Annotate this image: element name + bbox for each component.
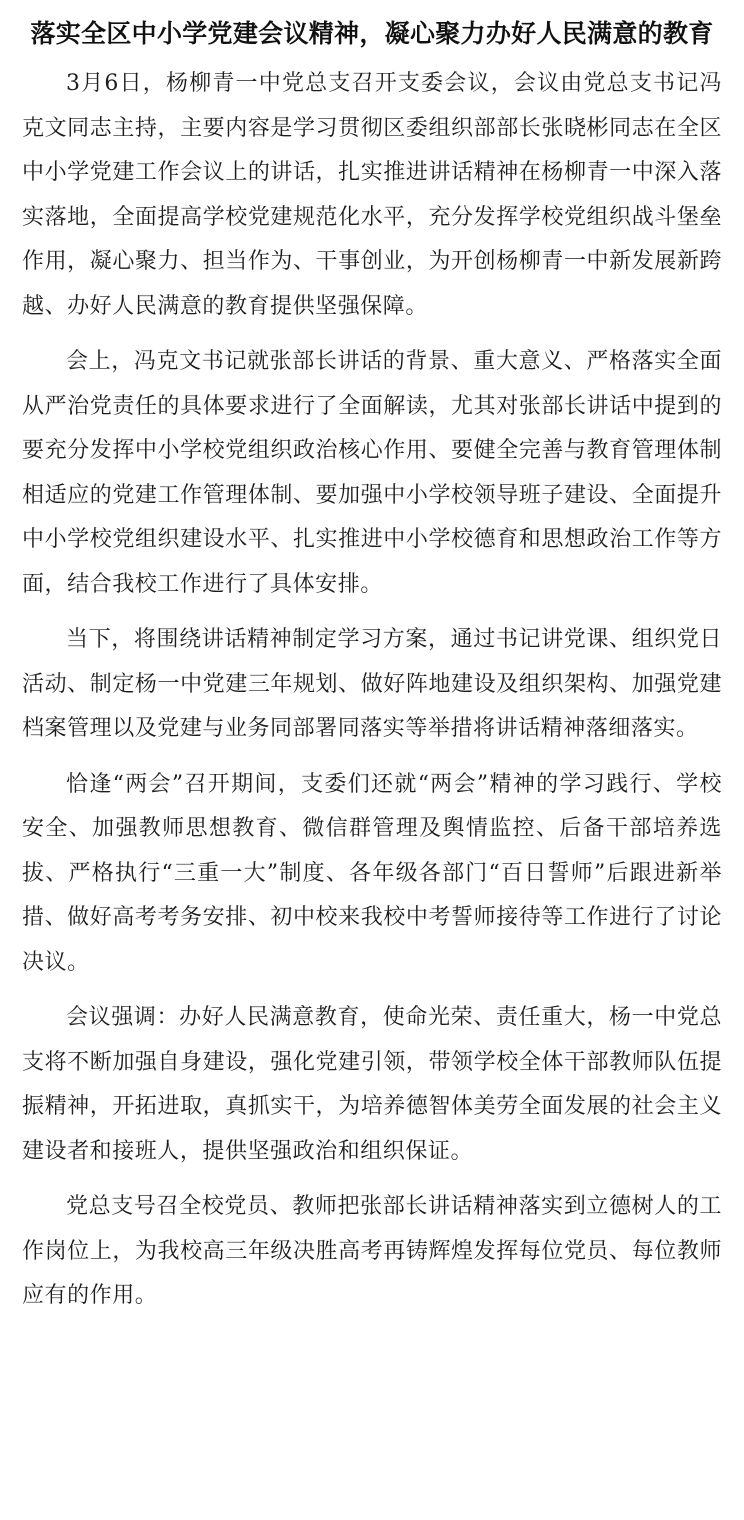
paragraph-study-plan: 当下，将围绕讲话精神制定学习方案，通过书记讲党课、组织党日活动、制定杨一中党建三年规划、做好阵地建设及组织架构、加强党建档案管理以及党建与业务同部署同落实等举措将讲话精神落细落实。: [22, 627, 722, 741]
paragraph-call-to-action: 党总支号召全校党员、教师把张部长讲话精神落实到立德树人的工作岗位上，为我校高三年级决胜高考再铸辉煌发挥每位党员、每位教师应有的作用。: [22, 1194, 722, 1308]
paragraph-meeting-summary: 3月6日，杨柳青一中党总支召开支委会议，会议由党总支书记冯克文同志主持，主要内容是学习贯彻区委组织部部长张晓彬同志在全区中小学党建工作会议上的讲话，扎实推进讲话精神在杨柳青一中深入落实落地，全面提高学校党建规范化水平，充分发挥学校党组织战斗堡垒作用，凝心聚力、担当作为、干事创业，为开创杨柳青一中新发展新跨越、办好人民满意的教育提供坚强保障。: [22, 71, 722, 319]
article-title: 落实全区中小学党建会议精神，凝心聚力办好人民满意的教育: [30, 19, 714, 48]
paragraph-speech-interpretation: 会上，冯克文书记就张部长讲话的背景、重大意义、严格落实全面从严治党责任的具体要求进行了全面解读，尤其对张部长讲话中提到的要充分发挥中小学校党组织政治核心作用、要健全完善与教育管理体制相适应的党建工作管理体制、要加强中小学校领导班子建设、全面提升中小学校党组织建设水平、扎实推进中小学校德育和思想政治工作等方面，结合我校工作进行了具体安排。: [22, 349, 722, 597]
paragraph-meeting-emphasis: 会议强调：办好人民满意教育，使命光荣、责任重大，杨一中党总支将不断加强自身建设，强化党建引领，带领学校全体干部教师队伍提振精神，开拓进取，真抓实干，为培养德智体美劳全面发展的社会主义建设者和接班人，提供坚强政治和组织保证。: [22, 1005, 722, 1164]
paragraph-two-sessions-discussion: 恰逢“两会”召开期间，支委们还就“两会”精神的学习践行、学校安全、加强教师思想教育、微信群管理及舆情监控、后备干部培养选拔、严格执行“三重一大”制度、各年级各部门“百日誓师”后跟进新举措、做好高考考务安排、初中校来我校中考誓师接待等工作进行了讨论决议。: [22, 771, 722, 975]
